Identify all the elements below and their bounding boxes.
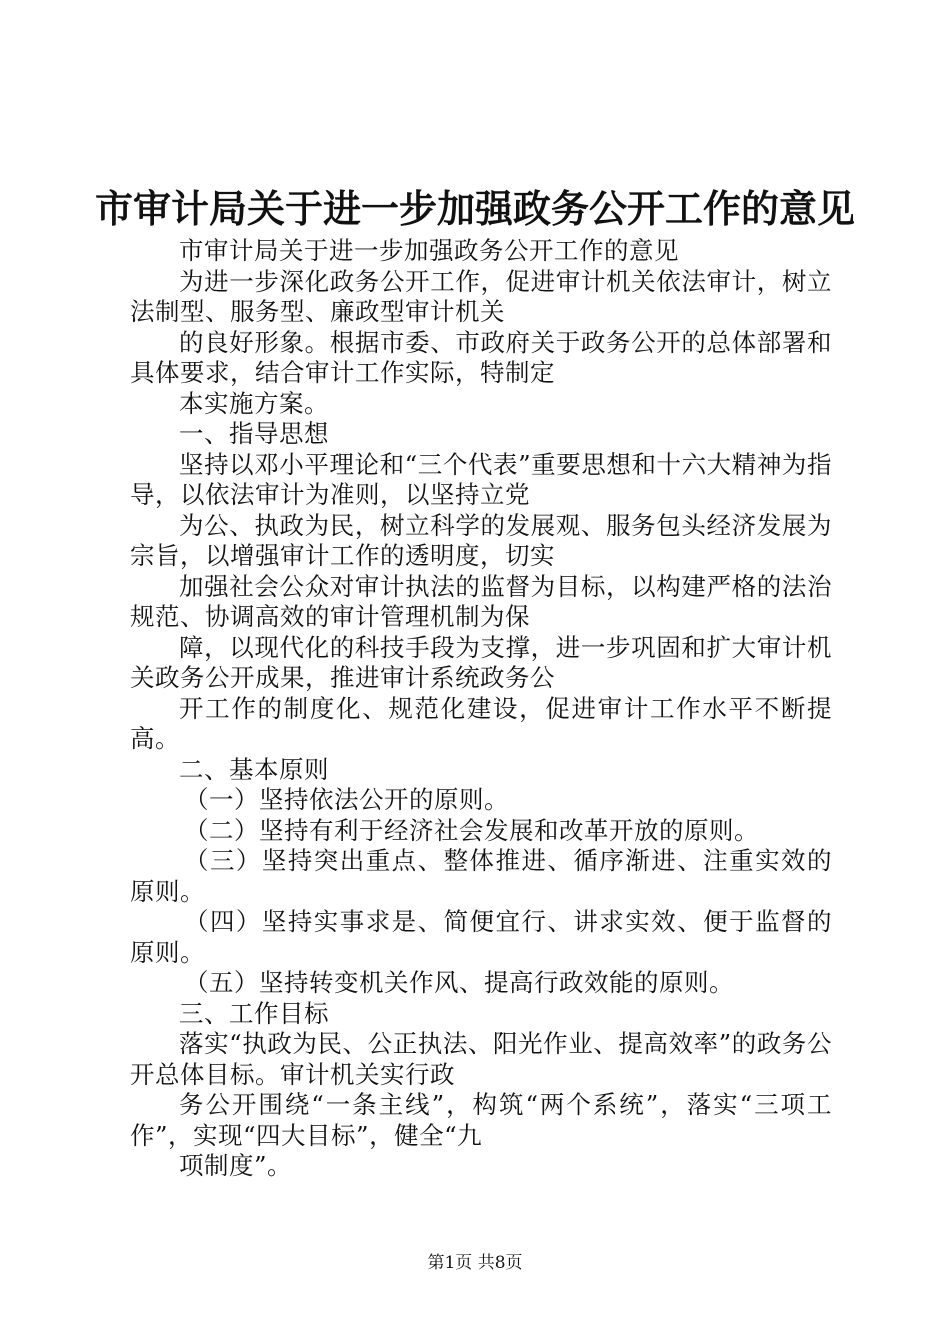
- paragraph: 项制度”。: [179, 1151, 293, 1180]
- paragraph: 本实施方案。: [179, 388, 329, 418]
- section-heading: 一、指导思想: [179, 419, 329, 448]
- paragraph: 务公开围绕“一条主线”，构筑“两个系统”，落实“三项工作”，实现“四大目标”，健全“九: [130, 1090, 832, 1150]
- paragraph: 为公、执政为民，树立科学的发展观、服务包头经济发展为宗旨，以增强审计工作的透明度，切实: [130, 510, 832, 570]
- paragraph: 障，以现代化的科技手段为支撑，进一步巩固和扩大审计机关政务公开成果，推进审计系统政务公: [130, 632, 832, 692]
- list-item: （四）坚持实事求是、简便宜行、讲求实效、便于监督的原则。: [130, 907, 832, 967]
- section-heading: 二、基本原则: [179, 754, 329, 784]
- paragraph: 为进一步深化政务公开工作，促进审计机关依法审计，树立法制型、服务型、廉政型审计机关: [130, 266, 832, 326]
- paragraph: 市审计局关于进一步加强政务公开工作的意见: [179, 236, 679, 265]
- paragraph: 落实“执政为民、公正执法、阳光作业、提高效率”的政务公开总体目标。审计机关实行政: [130, 1029, 832, 1089]
- list-item: （一）坚持依法公开的原则。: [184, 785, 509, 814]
- document-body: [130, 236, 832, 1182]
- page-footer: 第1页 共8页: [427, 1253, 523, 1273]
- paragraph: 开工作的制度化、规范化建设，促进审计工作水平不断提高。: [130, 693, 832, 753]
- list-item: （三）坚持突出重点、整体推进、循序渐进、注重实效的原则。: [130, 846, 832, 906]
- paragraph: 坚持以邓小平理论和“三个代表”重要思想和十六大精神为指导，以依法审计为准则，以坚持立党: [130, 449, 832, 509]
- paragraph: 加强社会公众对审计执法的监督为目标，以构建严格的法治规范、协调高效的审计管理机制为保: [130, 571, 832, 631]
- paragraph: 的良好形象。根据市委、市政府关于政务公开的总体部署和具体要求，结合审计工作实际，特制定: [130, 327, 832, 387]
- document-title: 市审计局关于进一步加强政务公开工作的意见: [94, 186, 855, 231]
- list-item: （五）坚持转变机关作风、提高行政效能的原则。: [184, 968, 734, 997]
- list-item: （二）坚持有利于经济社会发展和改革开放的原则。: [184, 815, 759, 845]
- section-heading: 三、工作目标: [179, 998, 329, 1028]
